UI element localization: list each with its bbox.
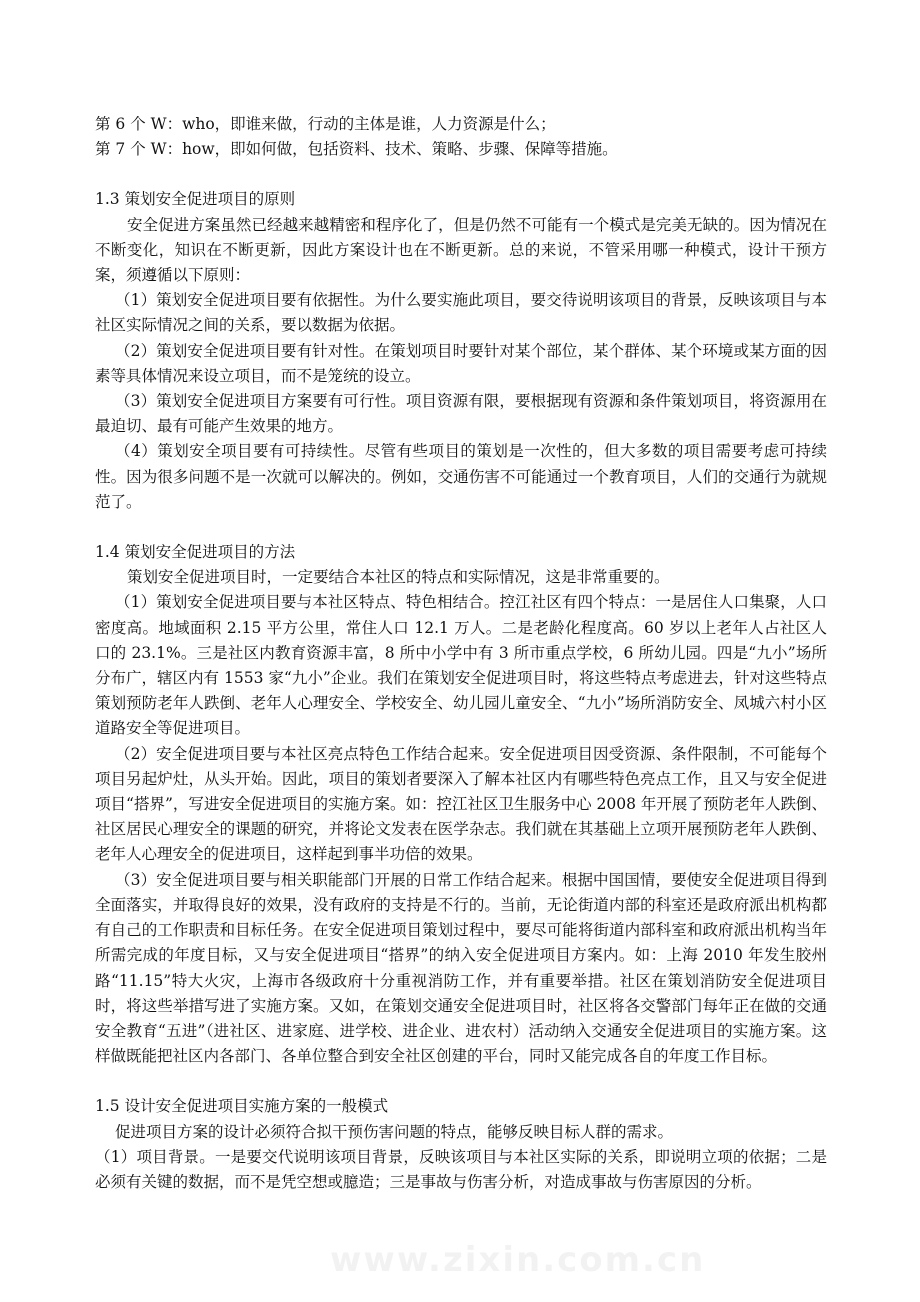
intro-line: 第 7 个 W：how，即如何做，包括资料、技术、策略、步骤、保障等措施。 xyxy=(95,140,618,159)
section-1-5 xyxy=(95,1094,827,1195)
section-heading: 1.5 设计安全促进项目实施方案的一般模式 xyxy=(95,1097,389,1116)
section-1-3 xyxy=(95,187,827,515)
section-heading: 1.3 策划安全促进项目的原则 xyxy=(95,190,296,209)
method-item: （2）安全促进项目要与本社区亮点特色工作结合起来。安全促进项目因受资源、条件限制，不可能每个项目另起炉灶，从头开始。因此，项目的策划者要深入了解本社区内有哪些特色亮点工作，且又与安全促进项目“搭界”，写进安全促进项目的实施方案。如：控江社区卫生服务中心 2008 年开展了预防老年人跌倒、社区居民心理安全的课题的研究，并将论文发表在医学杂志。我们就在其基础上立项开展预防老年人跌倒、老年人心理安全的促进项目，这样起到事半功倍的效果。 xyxy=(95,744,827,864)
document-body xyxy=(95,112,827,1195)
section-lead: 策划安全促进项目时，一定要结合本社区的特点和实际情况，这是非常重要的。 xyxy=(127,568,670,587)
section-heading: 1.4 策划安全促进项目的方法 xyxy=(95,543,296,562)
principle-item: （1）策划安全促进项目要有依据性。为什么要实施此项目，要交待说明该项目的背景，反映该项目与本社区实际情况之间的关系，要以数据为依据。 xyxy=(95,291,827,335)
principle-item: （4）策划安全项目要有可持续性。尽管有些项目的策划是一次性的，但大多数的项目需要考虑可持续性。因为很多问题不是一次就可以解决的。例如，交通伤害不可能通过一个教育项目，人们的交通行为就规范了。 xyxy=(95,442,827,511)
section-1-4 xyxy=(95,540,827,1069)
principle-item: （3）策划安全促进项目方案要有可行性。项目资源有限，要根据现有资源和条件策划项目，将资源用在最迫切、最有可能产生效果的地方。 xyxy=(95,392,827,436)
model-item: （1）项目背景。一是要交代说明该项目背景，反映该项目与本社区实际的关系，即说明立项的依据；二是必须有关键的数据，而不是凭空想或臆造；三是事故与伤害分析，对造成事故与伤害原因的分析。 xyxy=(95,1147,827,1191)
method-item: （3）安全促进项目要与相关职能部门开展的日常工作结合起来。根据中国国情，要使安全促进项目得到全面落实，并取得良好的效果，没有政府的支持是不行的。当前，无论街道内部的科室还是政府派出机构都有自己的工作职责和目标任务。在安全促进项目策划过程中，要尽可能将街道内部科室和政府派出机构当年所需完成的年度目标，又与安全促进项目“搭界”的纳入安全促进项目方案内。如：上海 2010 年发生胶州路“11.15”特大火灾，上海市各级政府十分重视消防工作，并有重要举措。社区在策划消防安全促进项目时，将这些举措写进了实施方案。又如，在策划交通安全促进项目时，社区将各交警部门每年正在做的交通安全教育“五进”（进社区、进家庭、进学校、进企业、进农村）活动纳入交通安全促进项目的实施方案。这样做既能把社区内各部门、各单位整合到安全社区创建的平台，同时又能完成各自的年度工作目标。 xyxy=(95,870,827,1066)
section-lead: 促进项目方案的设计必须符合拟干预伤害问题的特点，能够反映目标人群的需求。 xyxy=(115,1122,674,1141)
intro-line: 第 6 个 W：who，即谁来做，行动的主体是谁，人力资源是什么； xyxy=(95,115,556,133)
watermark: www.zixin.com.cn xyxy=(330,1240,706,1280)
principle-item: （2）策划安全促进项目要有针对性。在策划项目时要针对某个部位，某个群体、某个环境或某方面的因素等具体情况来设立项目，而不是笼统的设立。 xyxy=(95,341,827,385)
section-lead: 安全促进方案虽然已经越来越精密和程序化了，但是仍然不可能有一个模式是完美无缺的。因为情况在不断变化，知识在不断更新，因此方案设计也在不断更新。总的来说，不管采用哪一种模式，设计干预方案，须遵循以下原则： xyxy=(95,215,827,285)
method-item: （1）策划安全促进项目要与本社区特点、特色相结合。控江社区有四个特点：一是居住人口集聚，人口密度高。地域面积 2.15 平方公里，常住人口 12.1 万人。二是老龄化程度高。60 岁以上老年人占社区人口的 23.1%。三是社区内教育资源丰富，8 所中小学中有 3 所市重点学校，6 所幼儿园。四是“九小”场所分布广，辖区内有 1553 家“九小”企业。我们在策划安全促进项目时，将这些特点考虑进去，针对这些特点策划预防老年人跌倒、老年人心理安全、学校安全、幼儿园儿童安全、“九小”场所消防安全、凤城六村小区道路安全等促进项目。 xyxy=(95,593,827,738)
